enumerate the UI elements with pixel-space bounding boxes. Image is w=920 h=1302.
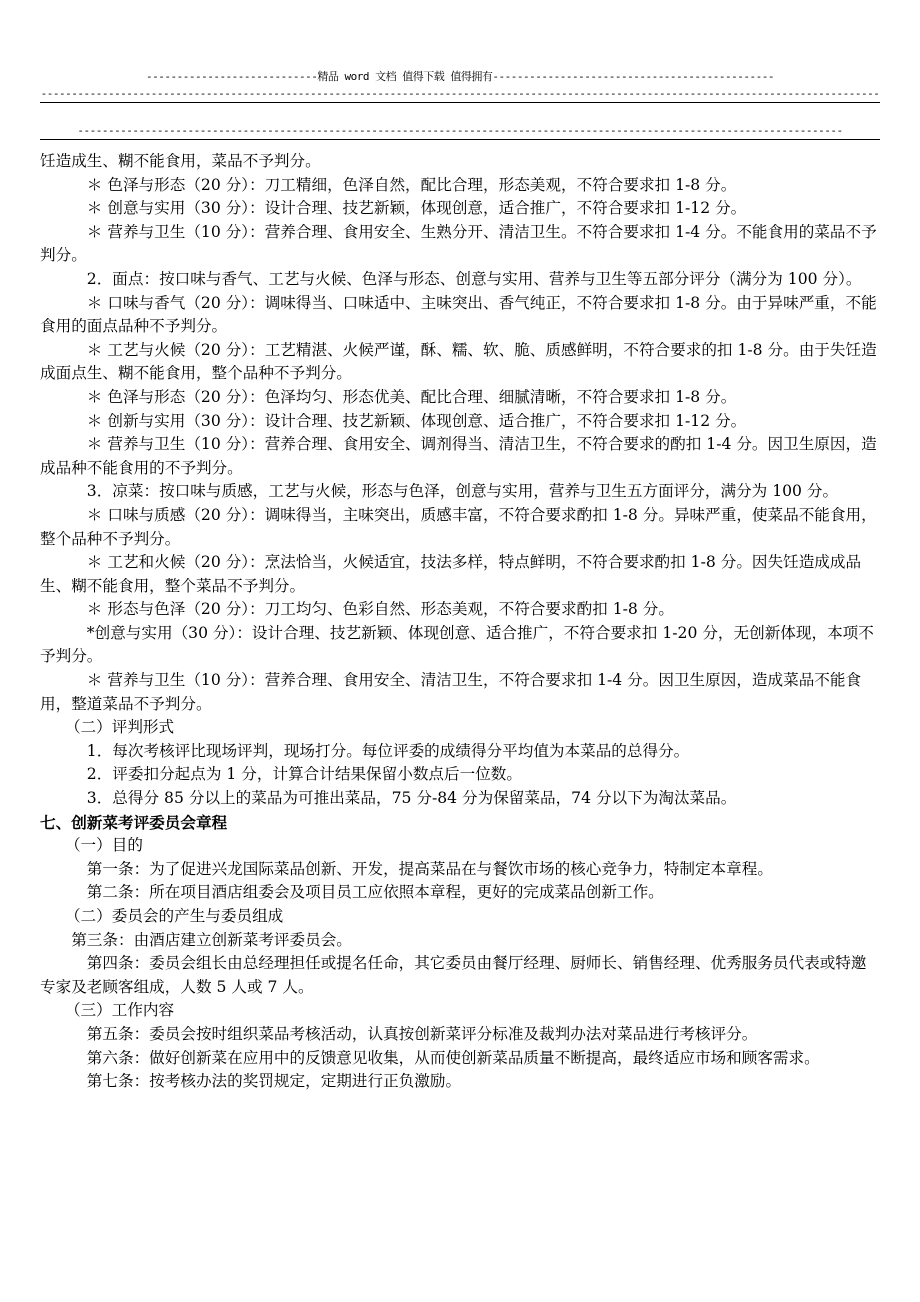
paragraph: （二）委员会的产生与委员组成 xyxy=(64,907,284,925)
paragraph: ＊ 色泽与形态（20 分）：刀工精细，色泽自然，配比合理，形态美观，不符合要求扣 1-8 分。 xyxy=(86,175,737,194)
paragraph: 1．每次考核评比现场评判，现场打分。每位评委的成绩得分平均值为本菜品的总得分。 xyxy=(86,741,690,760)
paragraph: 饪造成生、糊不能食用，菜品不予判分。 xyxy=(40,152,321,170)
header-dash-line-2: ----------------------------------------------------------------------------------------------------------------------------- xyxy=(77,124,843,137)
paragraph: 第一条：为了促进兴龙国际菜品创新、开发，提高菜品在与餐饮市场的核心竞争力，特制定本章程。 xyxy=(86,859,773,878)
header-rule xyxy=(40,102,880,103)
paragraph: 2．面点：按口味与香气、工艺与火候、色泽与形态、创意与实用、营养与卫生等五部分评分（满分为 100 分）。 xyxy=(86,269,862,288)
paragraph: 第二条：所在项目酒店组委会及项目员工应依照本章程，更好的完成菜品创新工作。 xyxy=(86,883,664,902)
section-heading: 七、创新菜考评委员会章程 xyxy=(40,812,228,832)
paragraph: 第六条：做好创新菜在应用中的反馈意见收集，从而使创新菜品质量不断提高，最终适应市场和顾客需求。 xyxy=(86,1048,820,1067)
paragraph: （一）目的 xyxy=(64,836,143,855)
header-dash-line: ----------------------------------------------------------------------------------------------------------------------------------------- xyxy=(40,87,880,100)
paragraph: 第五条：委员会按时组织菜品考核活动，认真按创新菜评分标准及裁判办法对菜品进行考核评分。 xyxy=(86,1024,758,1043)
paragraph: ＊ 口味与质感（20 分）：调味得当，主味突出，质感丰富，不符合要求酌扣 1-8 分。异味严重，使菜品不能食用，整个品种不予判分。 xyxy=(40,505,877,548)
paragraph: （三）工作内容 xyxy=(64,1001,175,1020)
paragraph: ＊ 色泽与形态（20 分）：色泽均匀、形态优美、配比合理、细腻清晰，不符合要求扣 1-8 分。 xyxy=(86,387,737,406)
document-body xyxy=(40,150,880,1094)
paragraph: ＊ 创新与实用（30 分）：设计合理、技艺新颖、体现创意、适合推广，不符合要求扣 1-12 分。 xyxy=(86,411,747,430)
paragraph: ＊ 营养与卫生（10 分）：营养合理、食用安全、清洁卫生，不符合要求扣 1-4 分。因卫生原因，造成菜品不能食用，整道菜品不予判分。 xyxy=(40,671,862,713)
page-header-line: ----------------------------精品 word 文档 值得下载 值得拥有---------------------------------------------- xyxy=(145,70,775,83)
paragraph: 第三条：由酒店建立创新菜考评委员会。 xyxy=(71,930,352,949)
paragraph: 第七条：按考核办法的奖罚规定，定期进行正负激励。 xyxy=(86,1072,462,1091)
paragraph: ＊ 形态与色泽（20 分）：刀工均匀、色彩自然、形态美观，不符合要求酌扣 1-8 分。 xyxy=(86,600,674,619)
paragraph: ＊ 口味与香气（20 分）：调味得当、口味适中、主味突出、香气纯正，不符合要求扣 1-8 分。由于异味严重，不能食用的面点品种不予判分。 xyxy=(40,293,877,336)
paragraph: ＊ 创意与实用（30 分）：设计合理、技艺新颖，体现创意，适合推广，不符合要求扣 1-12 分。 xyxy=(86,199,747,218)
paragraph: ＊ 工艺和火候（20 分）：烹法恰当，火候适宜，技法多样，特点鲜明，不符合要求酌扣 1-8 分。因失饪造成成品生、糊不能食用，整个菜品不予判分。 xyxy=(40,553,862,595)
paragraph: *创意与实用（30 分）：设计合理、技艺新颖、体现创意、适合推广，不符合要求扣 1-20 分，无创新体现，本项不予判分。 xyxy=(40,623,874,666)
paragraph: 3．凉菜：按口味与质感，工艺与火候，形态与色泽，创意与实用，营养与卫生五方面评分，满分为 100 分。 xyxy=(86,482,839,501)
paragraph: 3．总得分 85 分以上的菜品为可推出菜品，75 分-84 分为保留菜品，74 分以下为淘汰菜品。 xyxy=(86,789,737,808)
paragraph: 第四条：委员会组长由总经理担任或提名任命，其它委员由餐厅经理、厨师长、销售经理、优秀服务员代表或特邀专家及老顾客组成，人数 5 人或 7 人。 xyxy=(40,954,867,996)
paragraph: （二）评判形式 xyxy=(64,718,175,737)
paragraph: ＊ 工艺与火候（20 分）：工艺精湛、火候严谨，酥、糯、软、脆、质感鲜明，不符合要求的扣 1-8 分。由于失饪造成面点生、糊不能食用，整个品种不予判分。 xyxy=(40,340,877,383)
header-rule-2 xyxy=(40,139,880,140)
paragraph: ＊ 营养与卫生（10 分）：营养合理、食用安全、调剂得当、清洁卫生，不符合要求的酌扣 1-4 分。因卫生原因，造成品种不能食用的不予判分。 xyxy=(40,435,877,477)
paragraph: 2．评委扣分起点为 1 分，计算合计结果保留小数点后一位数。 xyxy=(86,765,522,784)
paragraph: ＊ 营养与卫生（10 分）：营养合理、食用安全、生熟分开、清洁卫生。不符合要求扣 1-4 分。不能食用的菜品不予判分。 xyxy=(40,222,877,265)
